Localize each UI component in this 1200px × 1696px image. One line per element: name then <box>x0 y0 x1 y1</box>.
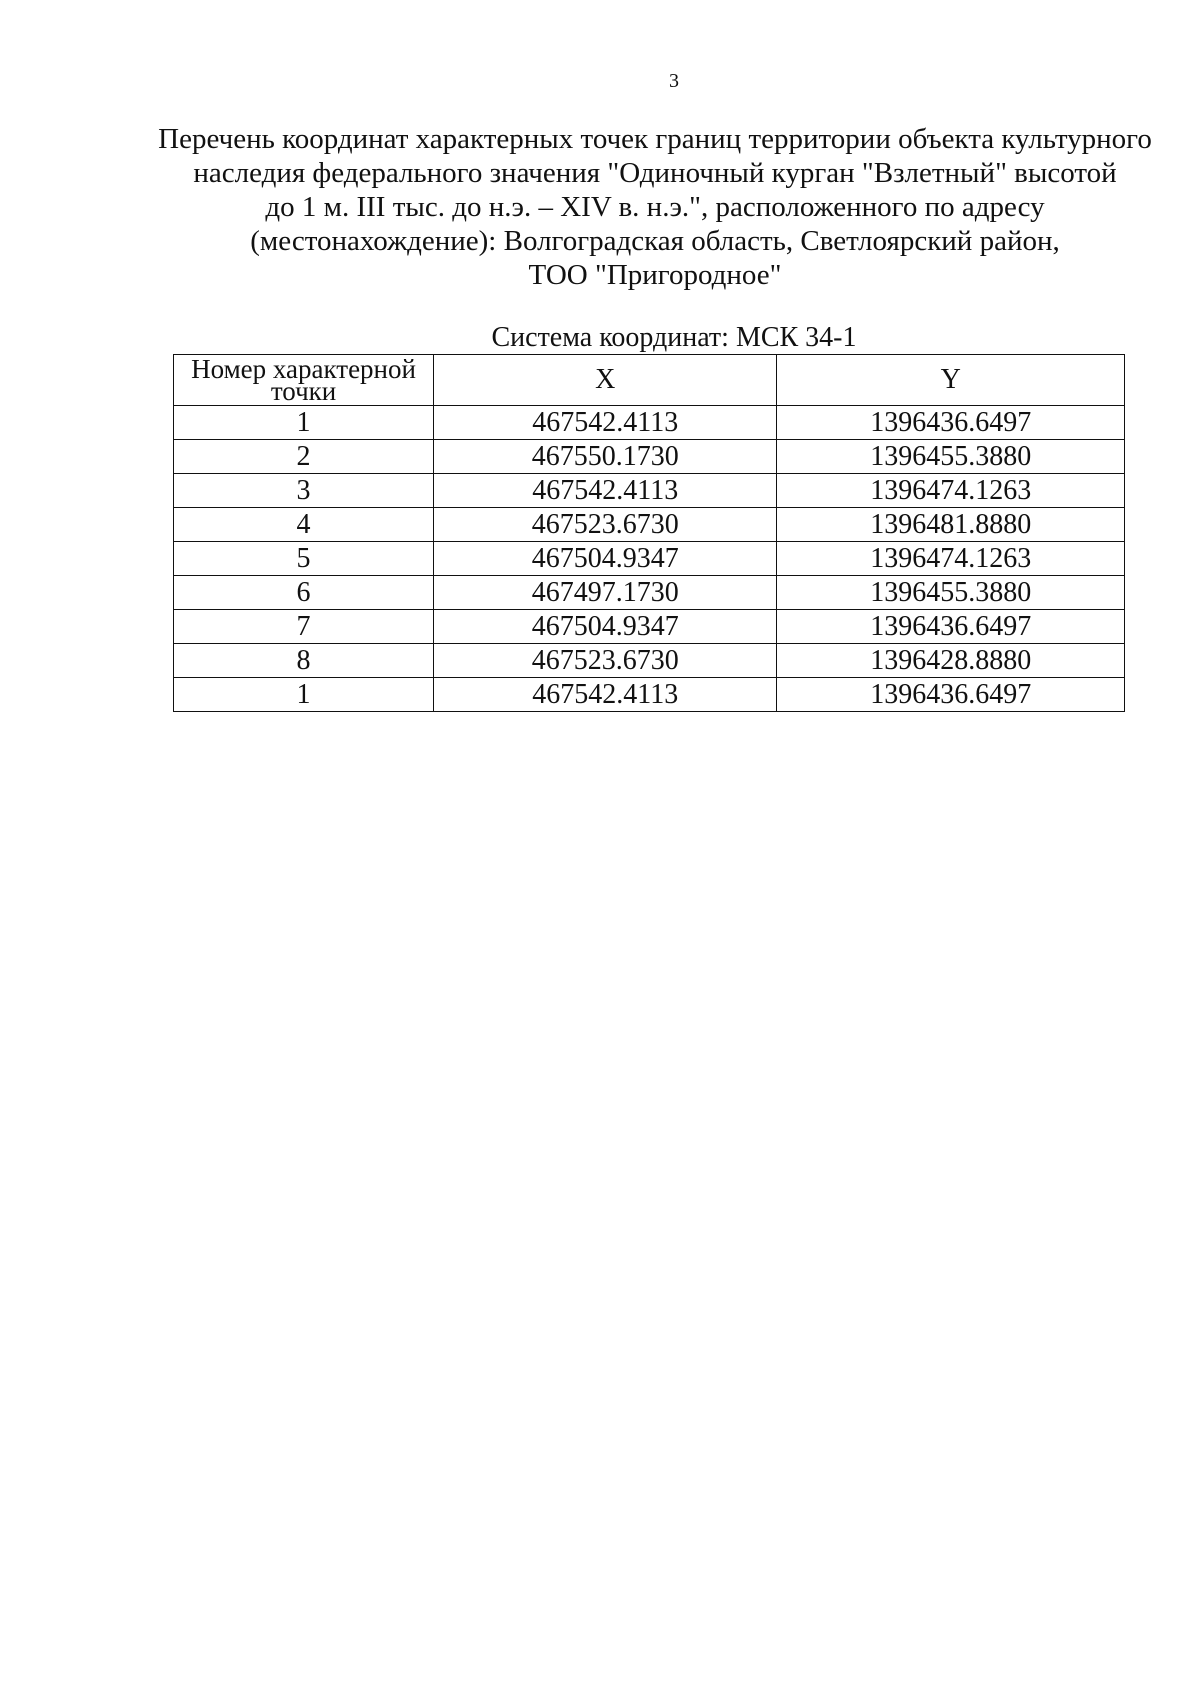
point-number-cell: 5 <box>174 542 434 576</box>
table-row <box>174 576 1125 610</box>
table-row <box>174 440 1125 474</box>
table-row <box>174 542 1125 576</box>
x-cell: 467542.4113 <box>434 474 777 508</box>
title-line: Перечень координат характерных точек границ территории объекта культурного <box>158 123 1152 155</box>
point-number-cell: 2 <box>174 440 434 474</box>
y-cell: 1396474.1263 <box>777 542 1125 576</box>
table-header-row <box>174 355 1125 406</box>
coordinates-table <box>173 354 1125 712</box>
y-cell: 1396436.6497 <box>777 406 1125 440</box>
title-line: до 1 м. III тыс. до н.э. – XIV в. н.э.", расположенного по адресу <box>265 191 1045 223</box>
document-title <box>150 122 1160 292</box>
x-cell: 467523.6730 <box>434 508 777 542</box>
point-number-cell: 7 <box>174 610 434 644</box>
x-cell: 467542.4113 <box>434 678 777 712</box>
point-number-cell: 1 <box>174 678 434 712</box>
y-cell: 1396474.1263 <box>777 474 1125 508</box>
y-cell: 1396436.6497 <box>777 678 1125 712</box>
x-cell: 467497.1730 <box>434 576 777 610</box>
table-row <box>174 406 1125 440</box>
title-line: ТОО "Пригородное" <box>528 259 782 291</box>
x-cell: 467504.9347 <box>434 542 777 576</box>
header-point-number <box>174 355 434 406</box>
header-x: X <box>434 355 777 406</box>
point-number-cell: 1 <box>174 406 434 440</box>
y-cell: 1396428.8880 <box>777 644 1125 678</box>
x-cell: 467504.9347 <box>434 610 777 644</box>
x-cell: 467523.6730 <box>434 644 777 678</box>
point-number-cell: 4 <box>174 508 434 542</box>
page-number: 3 <box>669 70 679 92</box>
table-row <box>174 610 1125 644</box>
x-cell: 467550.1730 <box>434 440 777 474</box>
coordinate-system-label: Система координат: МСК 34-1 <box>491 322 857 353</box>
y-cell: 1396455.3880 <box>777 576 1125 610</box>
table-row <box>174 508 1125 542</box>
table-row <box>174 644 1125 678</box>
point-number-cell: 3 <box>174 474 434 508</box>
table-row <box>174 474 1125 508</box>
y-cell: 1396481.8880 <box>777 508 1125 542</box>
header-y: Y <box>777 355 1125 406</box>
x-cell: 467542.4113 <box>434 406 777 440</box>
title-line: наследия федерального значения "Одиночный курган "Взлетный" высотой <box>193 157 1117 189</box>
header-point-number-line2: точки <box>270 376 337 406</box>
y-cell: 1396455.3880 <box>777 440 1125 474</box>
point-number-cell: 6 <box>174 576 434 610</box>
title-line: (местонахождение): Волгоградская область, Светлоярский район, <box>250 225 1060 257</box>
header-point-number-line1: Номер характерной <box>191 354 416 384</box>
point-number-cell: 8 <box>174 644 434 678</box>
y-cell: 1396436.6497 <box>777 610 1125 644</box>
table-row <box>174 678 1125 712</box>
